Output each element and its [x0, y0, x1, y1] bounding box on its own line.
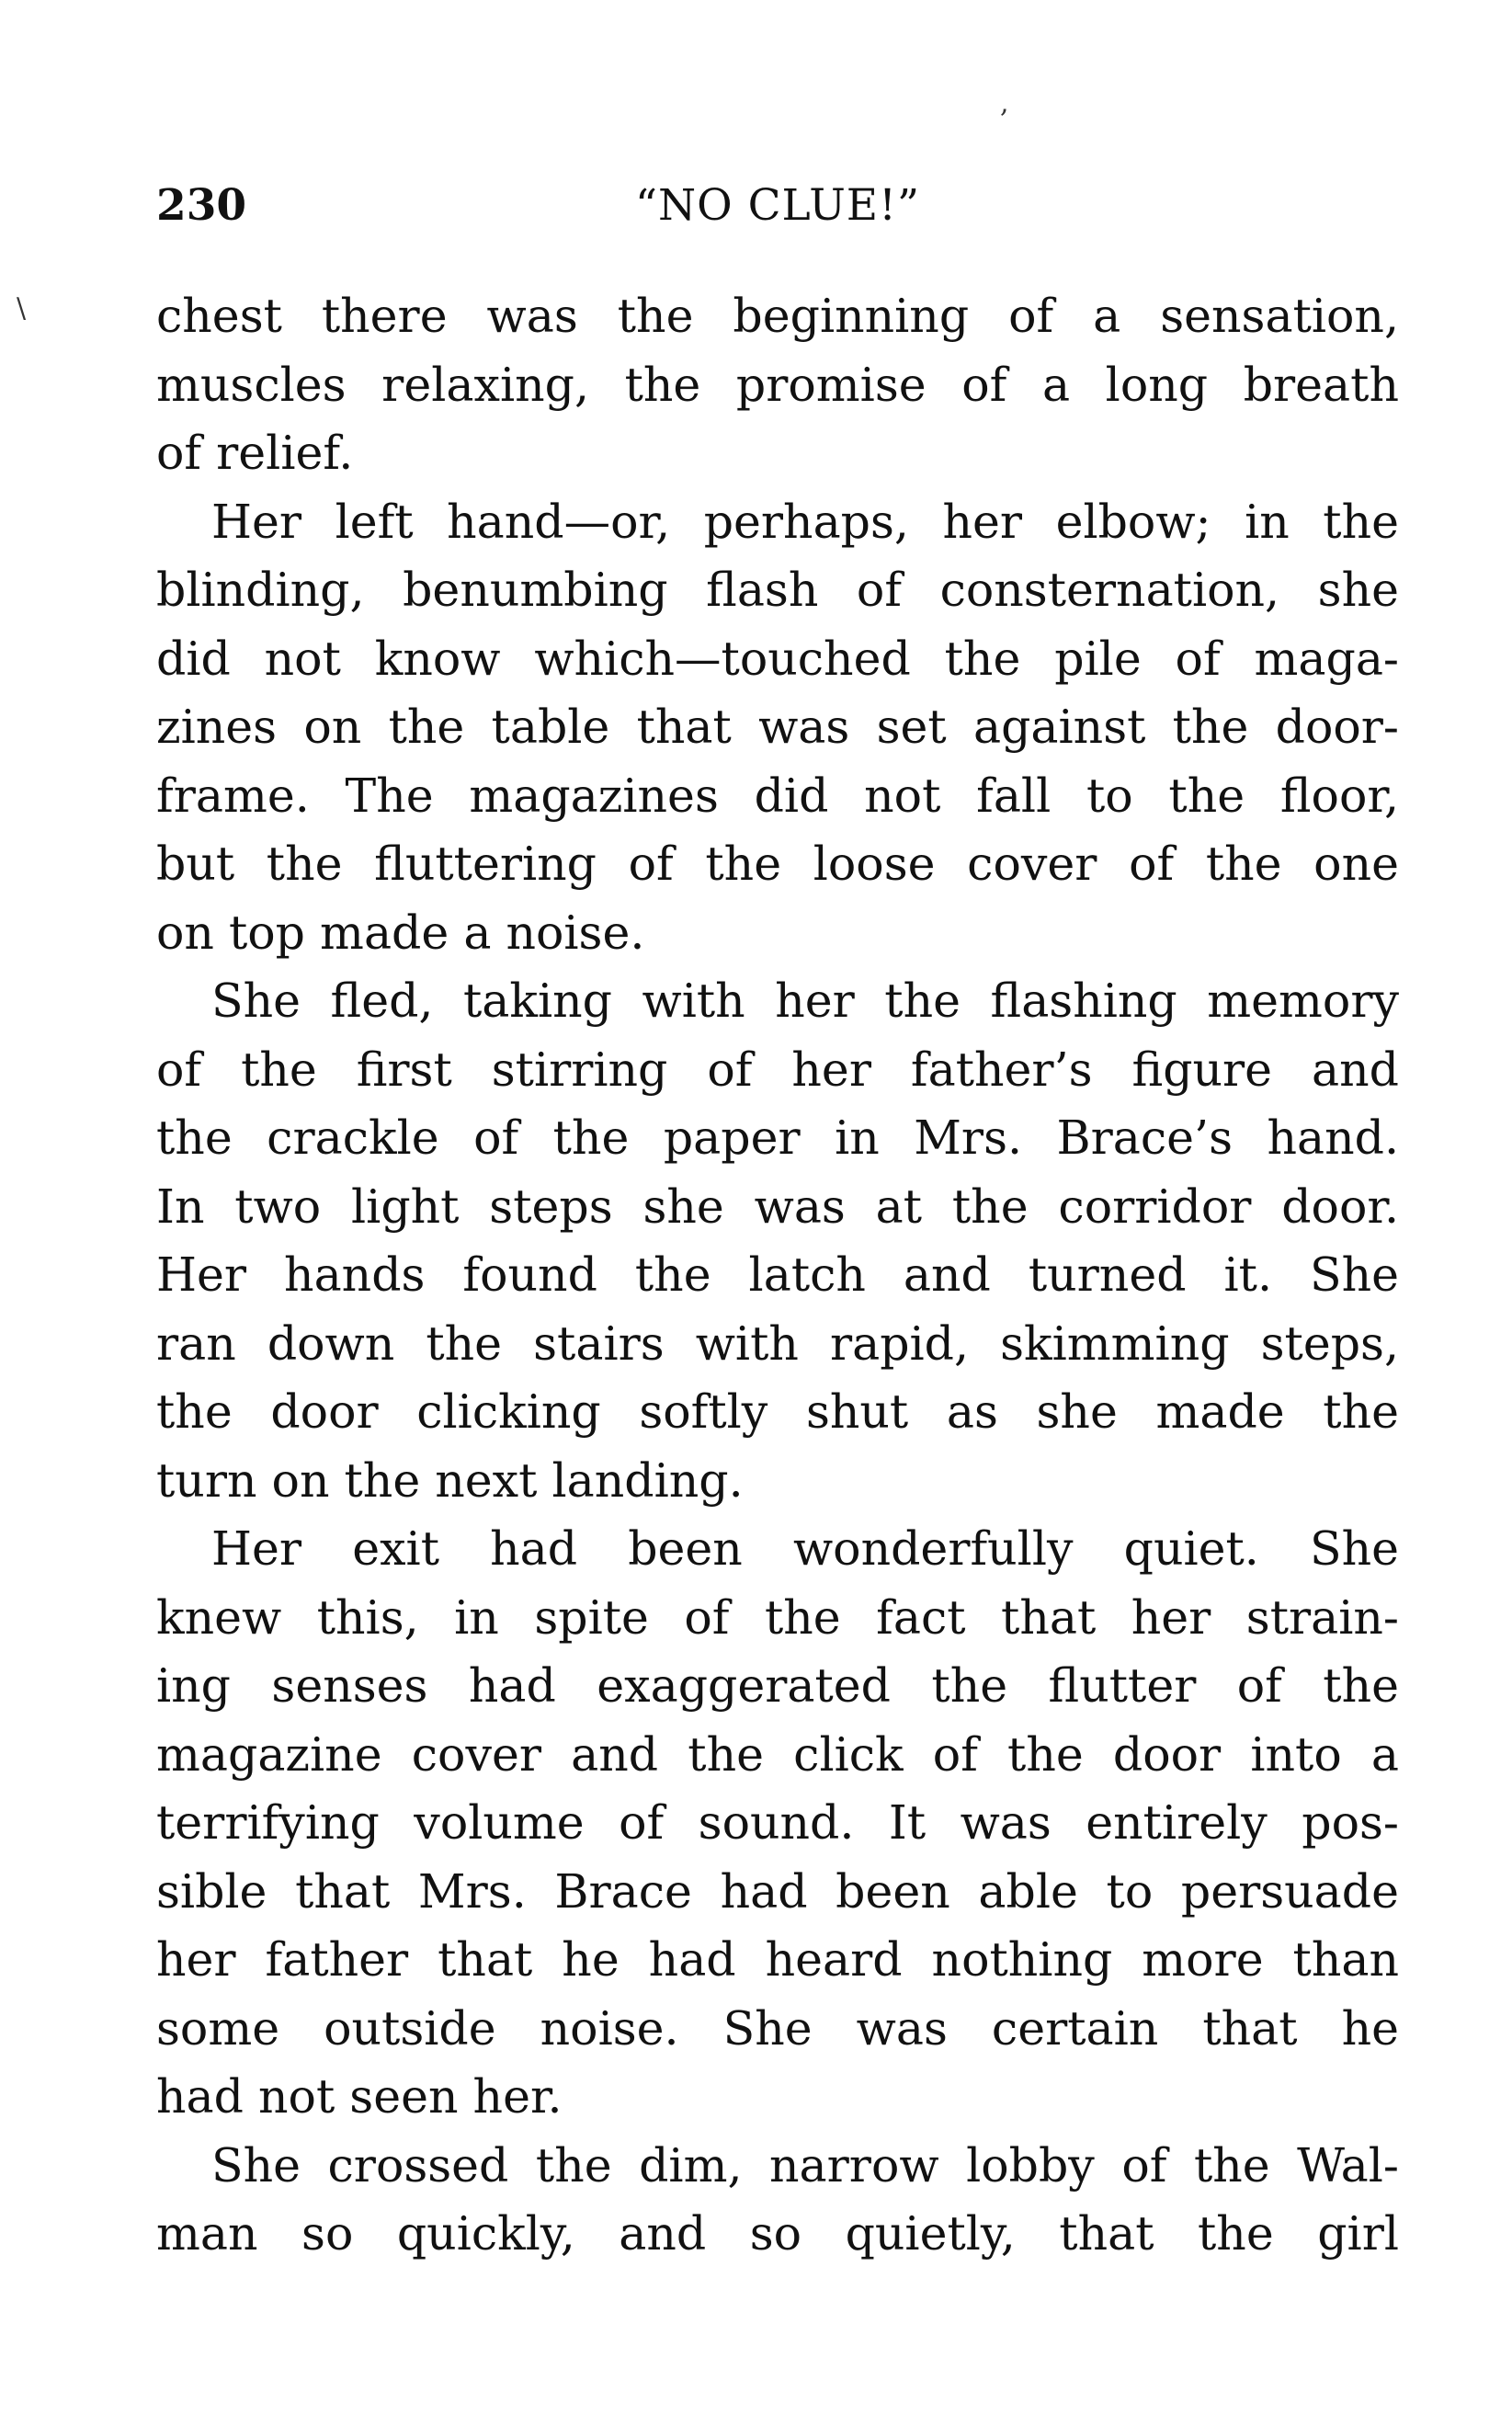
text-line: her father that he had heard nothing more than: [156, 1932, 1399, 1987]
text-line: of relief.: [156, 426, 354, 480]
text-line: Her exit had been wonderfully quiet. She: [211, 1521, 1399, 1576]
page-number: 230: [156, 180, 247, 231]
text-line: blinding, benumbing flash of consternation, she: [156, 563, 1399, 617]
text-line: She fled, taking with her the flashing memory: [211, 974, 1399, 1028]
text-line: of the first stirring of her father’s figure and: [156, 1042, 1399, 1097]
text-line: terrifying volume of sound. It was entirely pos-: [156, 1795, 1399, 1850]
text-line: had not seen her.: [156, 2069, 563, 2124]
text-line: zines on the table that was set against the door-: [156, 700, 1399, 754]
text-line: ing senses had exaggerated the flutter of the: [156, 1658, 1399, 1713]
body-text: [156, 282, 1399, 2269]
text-line: muscles relaxing, the promise of a long breath: [156, 357, 1399, 412]
text-line: knew this, in spite of the fact that her strain-: [156, 1589, 1399, 1645]
text-line: but the fluttering of the loose cover of the one: [156, 837, 1399, 891]
text-line: man so quickly, and so quietly, that the girl: [156, 2206, 1399, 2261]
text-line: Her hands found the latch and turned it. She: [156, 1247, 1399, 1302]
scan-speck: \: [17, 292, 27, 325]
text-line: the door clicking softly shut as she made the: [156, 1384, 1399, 1439]
text-line: frame. The magazines did not fall to the floor,: [156, 768, 1399, 823]
text-line: ran down the stairs with rapid, skimming steps,: [156, 1316, 1399, 1371]
text-line: Her left hand—or, perhaps, her elbow; in the: [211, 494, 1399, 549]
text-line: some outside noise. She was certain that he: [156, 2000, 1399, 2056]
text-line: She crossed the dim, narrow lobby of the Wal-: [211, 2137, 1399, 2193]
text-line: sible that Mrs. Brace had been able to persuade: [156, 1863, 1399, 1919]
text-line: on top made a noise.: [156, 905, 645, 960]
text-line: the crackle of the paper in Mrs. Brace’s hand.: [156, 1110, 1399, 1165]
text-line: magazine cover and the click of the door into a: [156, 1726, 1399, 1782]
running-title: “NO CLUE!”: [634, 180, 921, 231]
text-line: did not know which—touched the pile of maga-: [156, 631, 1399, 686]
text-line: turn on the next landing.: [156, 1452, 744, 1508]
text-line: In two light steps she was at the corridor door.: [156, 1179, 1399, 1234]
text-line: chest there was the beginning of a sensation,: [156, 289, 1399, 343]
page-header: [156, 180, 1399, 235]
scan-speck: ,: [1000, 87, 1009, 120]
